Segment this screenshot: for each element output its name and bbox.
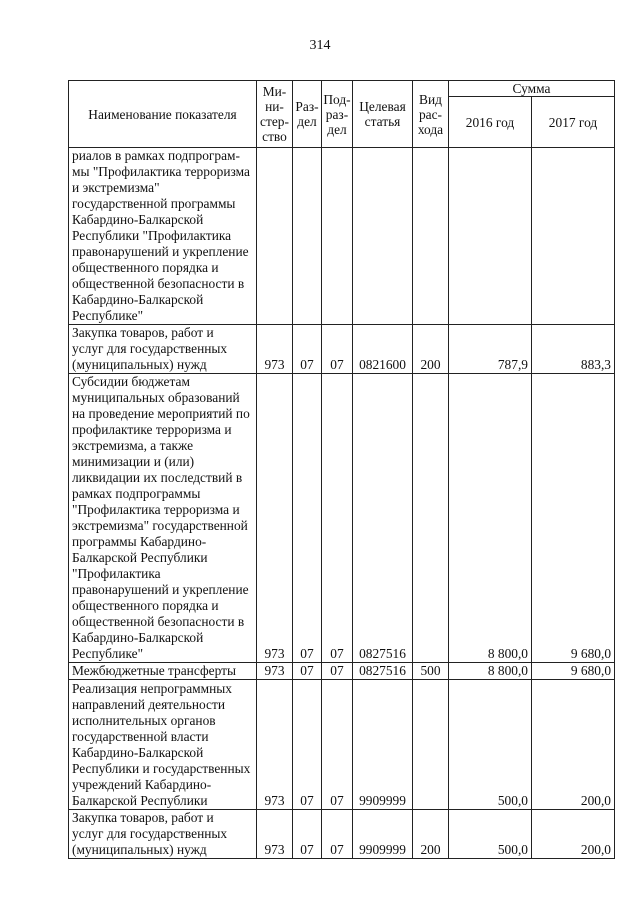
header-sum: Сумма: [449, 81, 615, 97]
header-subsection: Под- раз- дел: [322, 81, 353, 148]
row-target: 9909999: [353, 810, 413, 859]
row-target: [353, 148, 413, 325]
row-subsection: 07: [322, 663, 353, 680]
row-2017: 200,0: [532, 680, 615, 810]
row-name: Закупка товаров, работ и услуг для государственных (муниципальных) нужд: [69, 325, 257, 374]
row-expense: 500: [413, 663, 449, 680]
row-section: 07: [293, 374, 322, 663]
row-subsection: [322, 148, 353, 325]
row-ministry: 973: [257, 680, 293, 810]
row-target: 0827516: [353, 663, 413, 680]
row-2016: 8 800,0: [449, 374, 532, 663]
row-subsection: 07: [322, 374, 353, 663]
row-subsection: 07: [322, 810, 353, 859]
table-row: [69, 148, 615, 325]
header-year-2016: 2016 год: [449, 97, 532, 148]
table-row: [69, 810, 615, 859]
row-ministry: [257, 148, 293, 325]
row-expense: [413, 680, 449, 810]
row-expense: [413, 148, 449, 325]
table-row: [69, 663, 615, 680]
row-expense: 200: [413, 810, 449, 859]
row-target: 0827516: [353, 374, 413, 663]
row-target: 9909999: [353, 680, 413, 810]
budget-table: [68, 80, 615, 859]
row-section: 07: [293, 810, 322, 859]
row-section: 07: [293, 663, 322, 680]
table-row: [69, 680, 615, 810]
header-target: Целевая статья: [353, 81, 413, 148]
row-name: Субсидии бюджетам муниципальных образований на проведение мероприятий по профилактике терроризма и экстремизма, а также минимизации и (или) ликвидации их последствий в рамках подпрограммы "Профилактика терроризма и экстремизма" государственной программы Кабардино-Балкарской Республики "Профилактика правонарушений и укрепление общественного порядка и общественной безопасности в Кабардино-Балкарской Республике": [69, 374, 257, 663]
row-name: Закупка товаров, работ и услуг для государственных (муниципальных) нужд: [69, 810, 257, 859]
row-name: риалов в рамках подпрограм- мы "Профилактика терроризма и экстремизма" государственной программы Кабардино-Балкарской Республики "Профилактика правонарушений и укрепление общественного порядка и общественной безопасности в Кабардино-Балкарской Республике": [69, 148, 257, 325]
row-2016: 500,0: [449, 810, 532, 859]
row-subsection: 07: [322, 325, 353, 374]
row-section: [293, 148, 322, 325]
table-row: [69, 325, 615, 374]
row-2016: 787,9: [449, 325, 532, 374]
header-name: Наименование показателя: [69, 81, 257, 148]
row-target: 0821600: [353, 325, 413, 374]
table-row: [69, 374, 615, 663]
row-subsection: 07: [322, 680, 353, 810]
header-year-2017: 2017 год: [532, 97, 615, 148]
header-expense: Вид рас- хода: [413, 81, 449, 148]
row-section: 07: [293, 680, 322, 810]
page-number: 314: [309, 38, 331, 53]
row-section: 07: [293, 325, 322, 374]
row-expense: 200: [413, 325, 449, 374]
row-name: Межбюджетные трансферты: [69, 663, 257, 680]
row-2017: 9 680,0: [532, 663, 615, 680]
row-ministry: 973: [257, 810, 293, 859]
row-2017: [532, 148, 615, 325]
row-name: Реализация непрограммных направлений деятельности исполнительных органов государственной власти Кабардино-Балкарской Республики и государственных учреждений Кабардино-Балкарской Республики: [69, 680, 257, 810]
row-2017: 883,3: [532, 325, 615, 374]
row-2016: [449, 148, 532, 325]
row-ministry: 973: [257, 663, 293, 680]
header-ministry: Ми- ни- стер- ство: [257, 81, 293, 148]
row-2017: 9 680,0: [532, 374, 615, 663]
header-section: Раз- дел: [293, 81, 322, 148]
row-expense: [413, 374, 449, 663]
row-2017: 200,0: [532, 810, 615, 859]
row-ministry: 973: [257, 374, 293, 663]
row-ministry: 973: [257, 325, 293, 374]
row-2016: 500,0: [449, 680, 532, 810]
row-2016: 8 800,0: [449, 663, 532, 680]
